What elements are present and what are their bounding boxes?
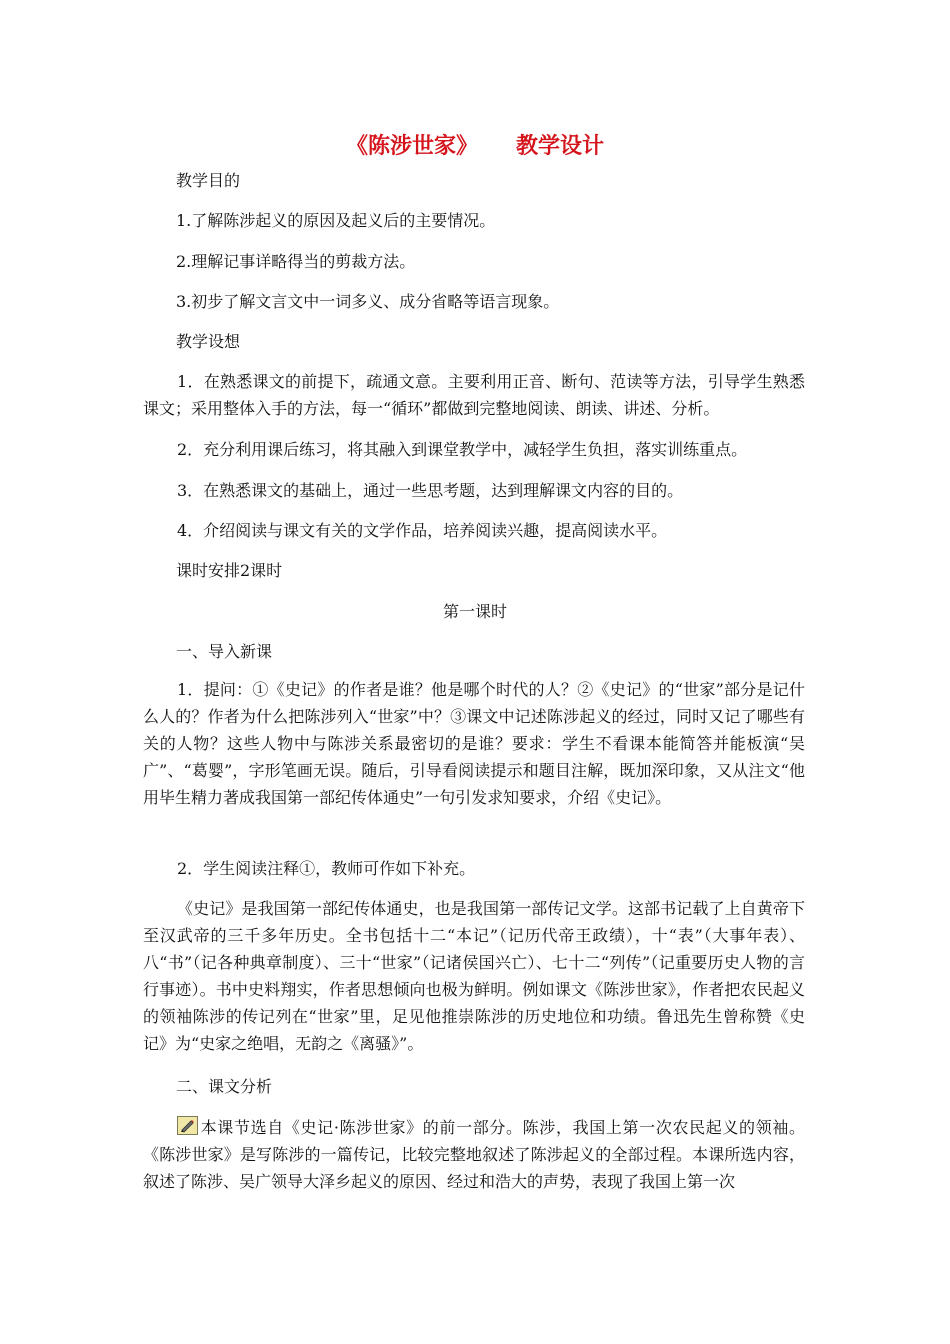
intro-paragraph-2: 2．学生阅读注释①，教师可作如下补充。 — [177, 859, 476, 878]
idea-item-2: 2．充分利用课后练习，将其融入到课堂教学中，减轻学生负担，落实训练重点。 — [177, 440, 748, 459]
analysis-text: 本课节选自《史记·陈涉世家》的前一部分。陈涉，我国上第一次农民起义的领袖。《陈涉世家》是写陈涉的一篇传记，比较完整地叙述了陈涉起义的全部过程。本课所选内容，叙述了陈涉、吴广领导大泽乡起义的原因、经过和浩大的声势，表现了我国上第一次 — [143, 1118, 805, 1191]
intro-paragraph-1: 1．提问：①《史记》的作者是谁？他是哪个时代的人？②《史记》的“世家”部分是记什么人的？作者为什么把陈涉列入“世家”中？③课文中记述陈涉起义的经过，同时又记了哪些有关的人物？这些人物中与陈涉关系最密切的是谁？要求：学生不看课本能简答并能板演“吴广”、“葛婴”，字形笔画无误。随后，引导看阅读提示和题目注解，既加深印象，又从注文“他用毕生精力著成我国第一部纪传体通史”一句引发求知要求，介绍《史记》。 — [143, 680, 805, 807]
heading-part-two: 二、课文分析 — [176, 1077, 273, 1096]
title-main: 《陈涉世家》 — [345, 134, 478, 159]
heading-ideas: 教学设想 — [176, 332, 241, 351]
goal-item-1: 1.了解陈涉起义的原因及起义后的主要情况。 — [176, 211, 496, 230]
title-sub: 教学设计 — [516, 134, 605, 159]
goal-item-3: 3.初步了解文言文中一词多义、成分省略等语言现象。 — [176, 292, 560, 311]
lesson-schedule: 课时安排2课时 — [176, 561, 283, 580]
idea-item-1: 1．在熟悉课文的前提下，疏通文意。主要利用正音、断句、范读等方法，引导学生熟悉课文；采用整体入手的方法，每一“循环”都做到完整地阅读、朗读、讲述、分析。 — [143, 372, 805, 418]
note-pencil-icon — [177, 1116, 198, 1135]
heading-part-one: 一、导入新课 — [176, 642, 273, 661]
lesson-heading: 第一课时 — [442, 602, 507, 621]
heading-goals: 教学目的 — [176, 171, 241, 190]
goal-item-2: 2.理解记事详略得当的剪裁方法。 — [176, 252, 416, 271]
idea-item-4: 4．介绍阅读与课文有关的文学作品，培养阅读兴趣，提高阅读水平。 — [177, 521, 668, 540]
document-title — [0, 132, 950, 162]
idea-item-3: 3．在熟悉课文的基础上，通过一些思考题，达到理解课文内容的目的。 — [177, 481, 684, 500]
analysis-paragraph-1 — [143, 1114, 805, 1195]
intro-paragraph-3: 《史记》是我国第一部纪传体通史，也是我国第一部传记文学。这部书记载了上自黄帝下至汉武帝的三千多年历史。全书包括十二“本记”（记历代帝王政绩），十“表”（大事年表）、八“书”（记各种典章制度）、三十“世家”（记诸侯国兴亡）、七十二“列传”（记重要历史人物的言行事迹）。书中史料翔实，作者思想倾向也极为鲜明。例如课文《陈涉世家》，作者把农民起义的领袖陈涉的传记列在“世家”里，足见他推崇陈涉的历史地位和功绩。鲁迅先生曾称赞《史记》为“史家之绝唱，无韵之《离骚》”。 — [143, 899, 805, 1053]
